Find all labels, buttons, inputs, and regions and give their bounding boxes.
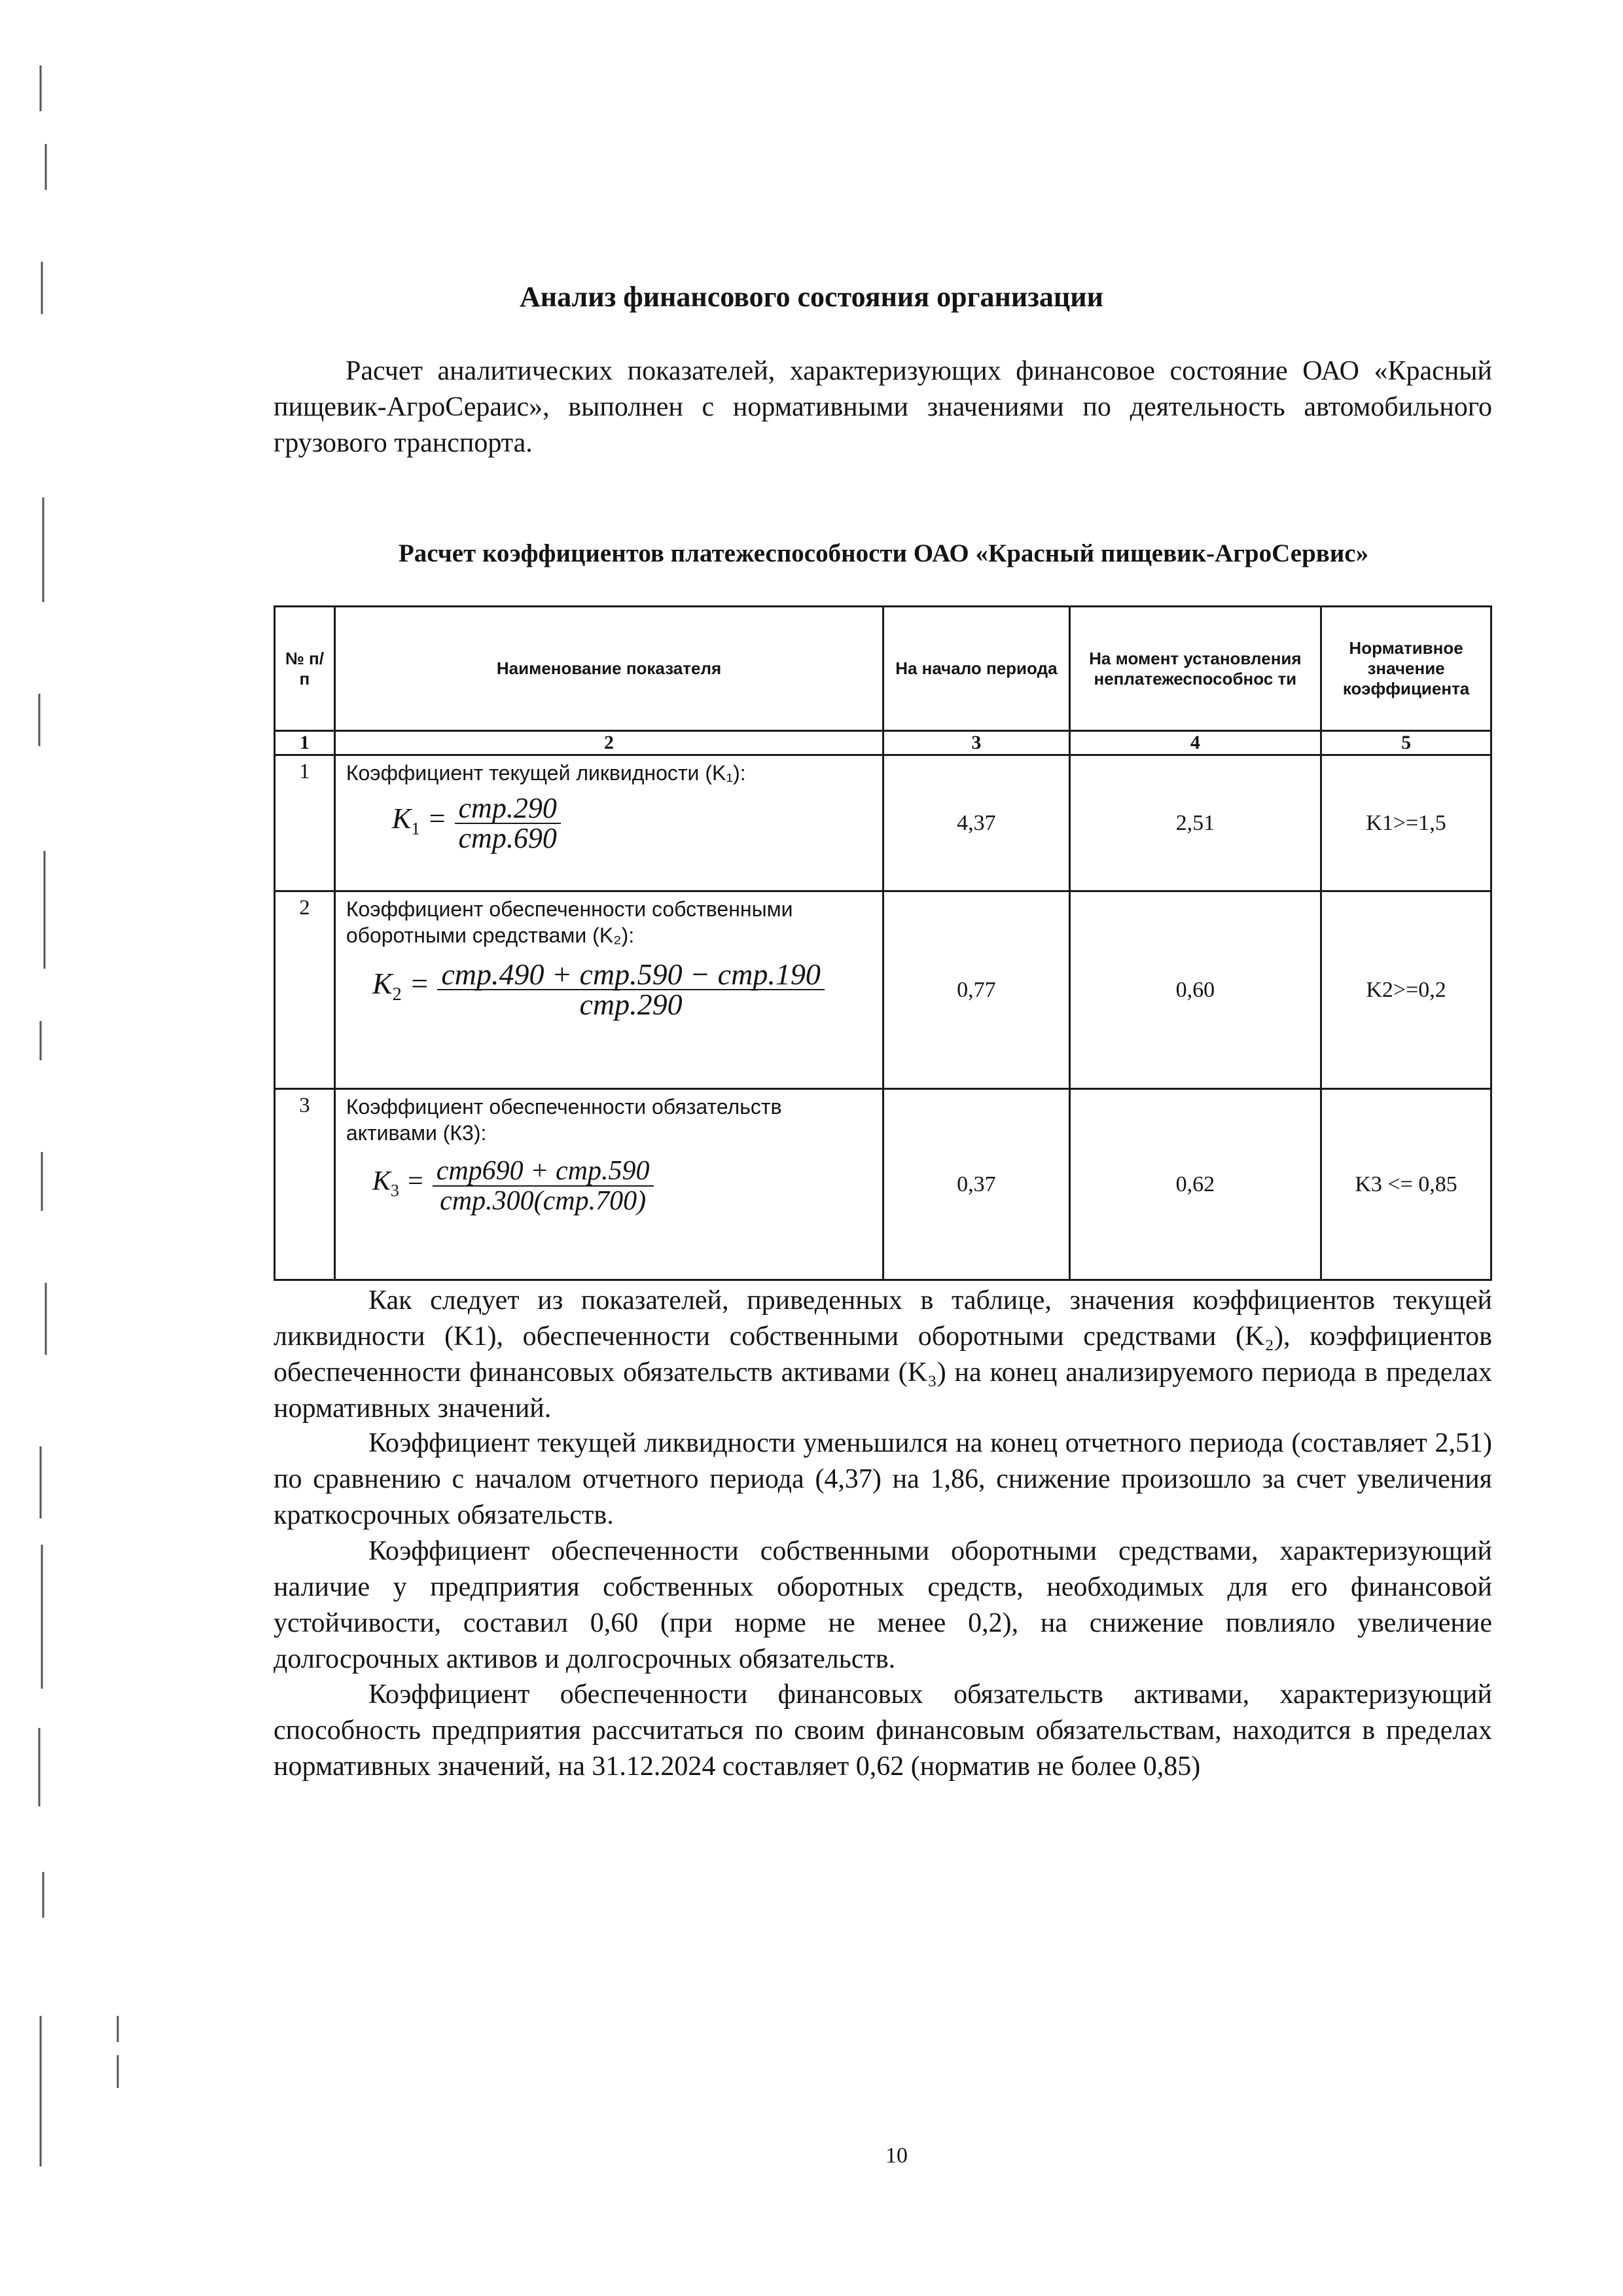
formula-numerator: стр.290 xyxy=(455,795,561,824)
row-index: 2 xyxy=(275,891,335,1089)
indicator-cell xyxy=(334,891,883,1089)
header-index: № п/п xyxy=(275,607,335,731)
col-number: 3 xyxy=(883,731,1069,755)
paragraph-conclusion xyxy=(274,1283,1492,1427)
formula-numerator: стр690 + стр.590 xyxy=(433,1158,654,1187)
value-moment: 2,51 xyxy=(1069,755,1321,891)
header-name: Наименование показателя xyxy=(334,607,883,731)
value-start: 0,37 xyxy=(883,1089,1069,1280)
value-moment: 0,62 xyxy=(1069,1089,1321,1280)
value-norm: K3 <= 0,85 xyxy=(1321,1089,1491,1280)
col-number: 2 xyxy=(334,731,883,755)
paragraph-text: Как следует из показателей, приведенных в таблице, значения коэффициентов текущей ликвидности (K1), обеспеченности собственными оборотными средствами (K₂), коэффициентов обеспеченности финансовых обязательств активами (K₃) на конец анализируемого периода в пределах нормативных значений. xyxy=(274,1285,1492,1424)
indicator-name: Коэффициент обеспеченности обязательств активами (К3): xyxy=(346,1095,782,1145)
paragraph-working-capital xyxy=(274,1534,1492,1677)
col-number: 5 xyxy=(1321,731,1491,755)
paragraph-obligations xyxy=(274,1677,1492,1785)
paragraph-text: Коэффициент обеспеченности собственными оборотными средствами, характеризующий наличие у предприятия собственных оборотных средств, необходимых для его финансовой устойчивости, составил 0,60 (при норме не менее 0,2), на снижение повлияло увеличение долгосрочных активов и долгосрочных обязательств. xyxy=(274,1536,1492,1674)
coefficients-table xyxy=(274,605,1492,1281)
formula-fraction xyxy=(437,958,825,1021)
table-header-row xyxy=(275,607,1491,731)
value-start: 0,77 xyxy=(883,891,1069,1089)
page-number: 10 xyxy=(885,2144,908,2168)
col-number: 1 xyxy=(275,731,335,755)
formula-denominator: стр.300(стр.700) xyxy=(440,1186,647,1216)
paragraph-liquidity xyxy=(274,1426,1492,1534)
header-start: На начало периода xyxy=(883,607,1069,731)
formula xyxy=(372,958,874,1021)
formula-subscript: 1 xyxy=(411,818,420,838)
formula xyxy=(391,792,874,854)
formula-symbol: K xyxy=(391,802,412,834)
formula-lhs: $K_3$ = xyxy=(372,1166,425,1200)
value-moment: 0,60 xyxy=(1069,891,1321,1089)
row-index: 3 xyxy=(275,1089,335,1280)
table-row xyxy=(275,755,1491,891)
formula-fraction xyxy=(433,1158,654,1214)
formula-numerator: стр.490 + стр.590 − стр.190 xyxy=(437,961,825,990)
row-index: 1 xyxy=(275,755,335,891)
column-number-row xyxy=(275,731,1491,755)
formula-lhs: $K_2$ = xyxy=(372,967,430,1005)
header-norm: Нормативное значение коэффициента xyxy=(1321,607,1491,731)
scan-edge-artifacts xyxy=(26,39,124,2251)
indicator-name: Коэффициент обеспеченности собственными оборотными средствами (K₂): xyxy=(346,897,793,947)
formula xyxy=(372,1158,874,1214)
formula-subscript: 3 xyxy=(390,1181,399,1200)
table-row xyxy=(275,1089,1491,1280)
value-norm: K2>=0,2 xyxy=(1321,891,1491,1089)
indicator-cell xyxy=(334,755,883,891)
formula-denominator: стр.290 xyxy=(579,988,683,1021)
value-norm: K1>=1,5 xyxy=(1321,755,1491,891)
formula-symbol: K xyxy=(372,967,393,1001)
header-moment: На момент установления неплатежеспособнос ти xyxy=(1069,607,1321,731)
indicator-cell xyxy=(334,1089,883,1280)
formula-symbol: K xyxy=(372,1166,391,1196)
formula-lhs: $K_1$ = xyxy=(391,802,447,838)
col-number: 4 xyxy=(1069,731,1321,755)
formula-denominator: стр.690 xyxy=(458,822,557,854)
indicator-name: Коэффициент текущей ликвидности (K₁): xyxy=(346,761,746,785)
paragraph-text: Коэффициент текущей ликвидности уменьшился на конец отчетного периода (составляет 2,51) по сравнению с началом отчетного периода (4,37) на 1,86, снижение произошло за счет увеличения краткосрочных обязательств. xyxy=(274,1428,1492,1530)
formula-fraction xyxy=(455,792,561,854)
value-start: 4,37 xyxy=(883,755,1069,891)
formula-subscript: 2 xyxy=(392,984,402,1005)
table-row xyxy=(275,891,1491,1089)
paragraph-text: Коэффициент обеспеченности финансовых обязательств активами, характеризующий способность предприятия рассчитаться по своим финансовым обязательствам, находится в пределах нормативных значений, на 31.12.2024 составляет 0,62 (норматив не более 0,85) xyxy=(274,1679,1492,1782)
document-title: Анализ финансового состояния организации xyxy=(520,281,1103,313)
table-caption: Расчет коэффициентов платежеспособности ОАО «Красный пищевик-АгроСервис» xyxy=(398,539,1369,567)
intro-paragraph: Расчет аналитических показателей, характеризующих финансовое состояние ОАО «Красный пищевик-АгроСераис», выполнен с нормативными значениями по деятельность автомобильного грузового транспорта. xyxy=(274,356,1492,458)
